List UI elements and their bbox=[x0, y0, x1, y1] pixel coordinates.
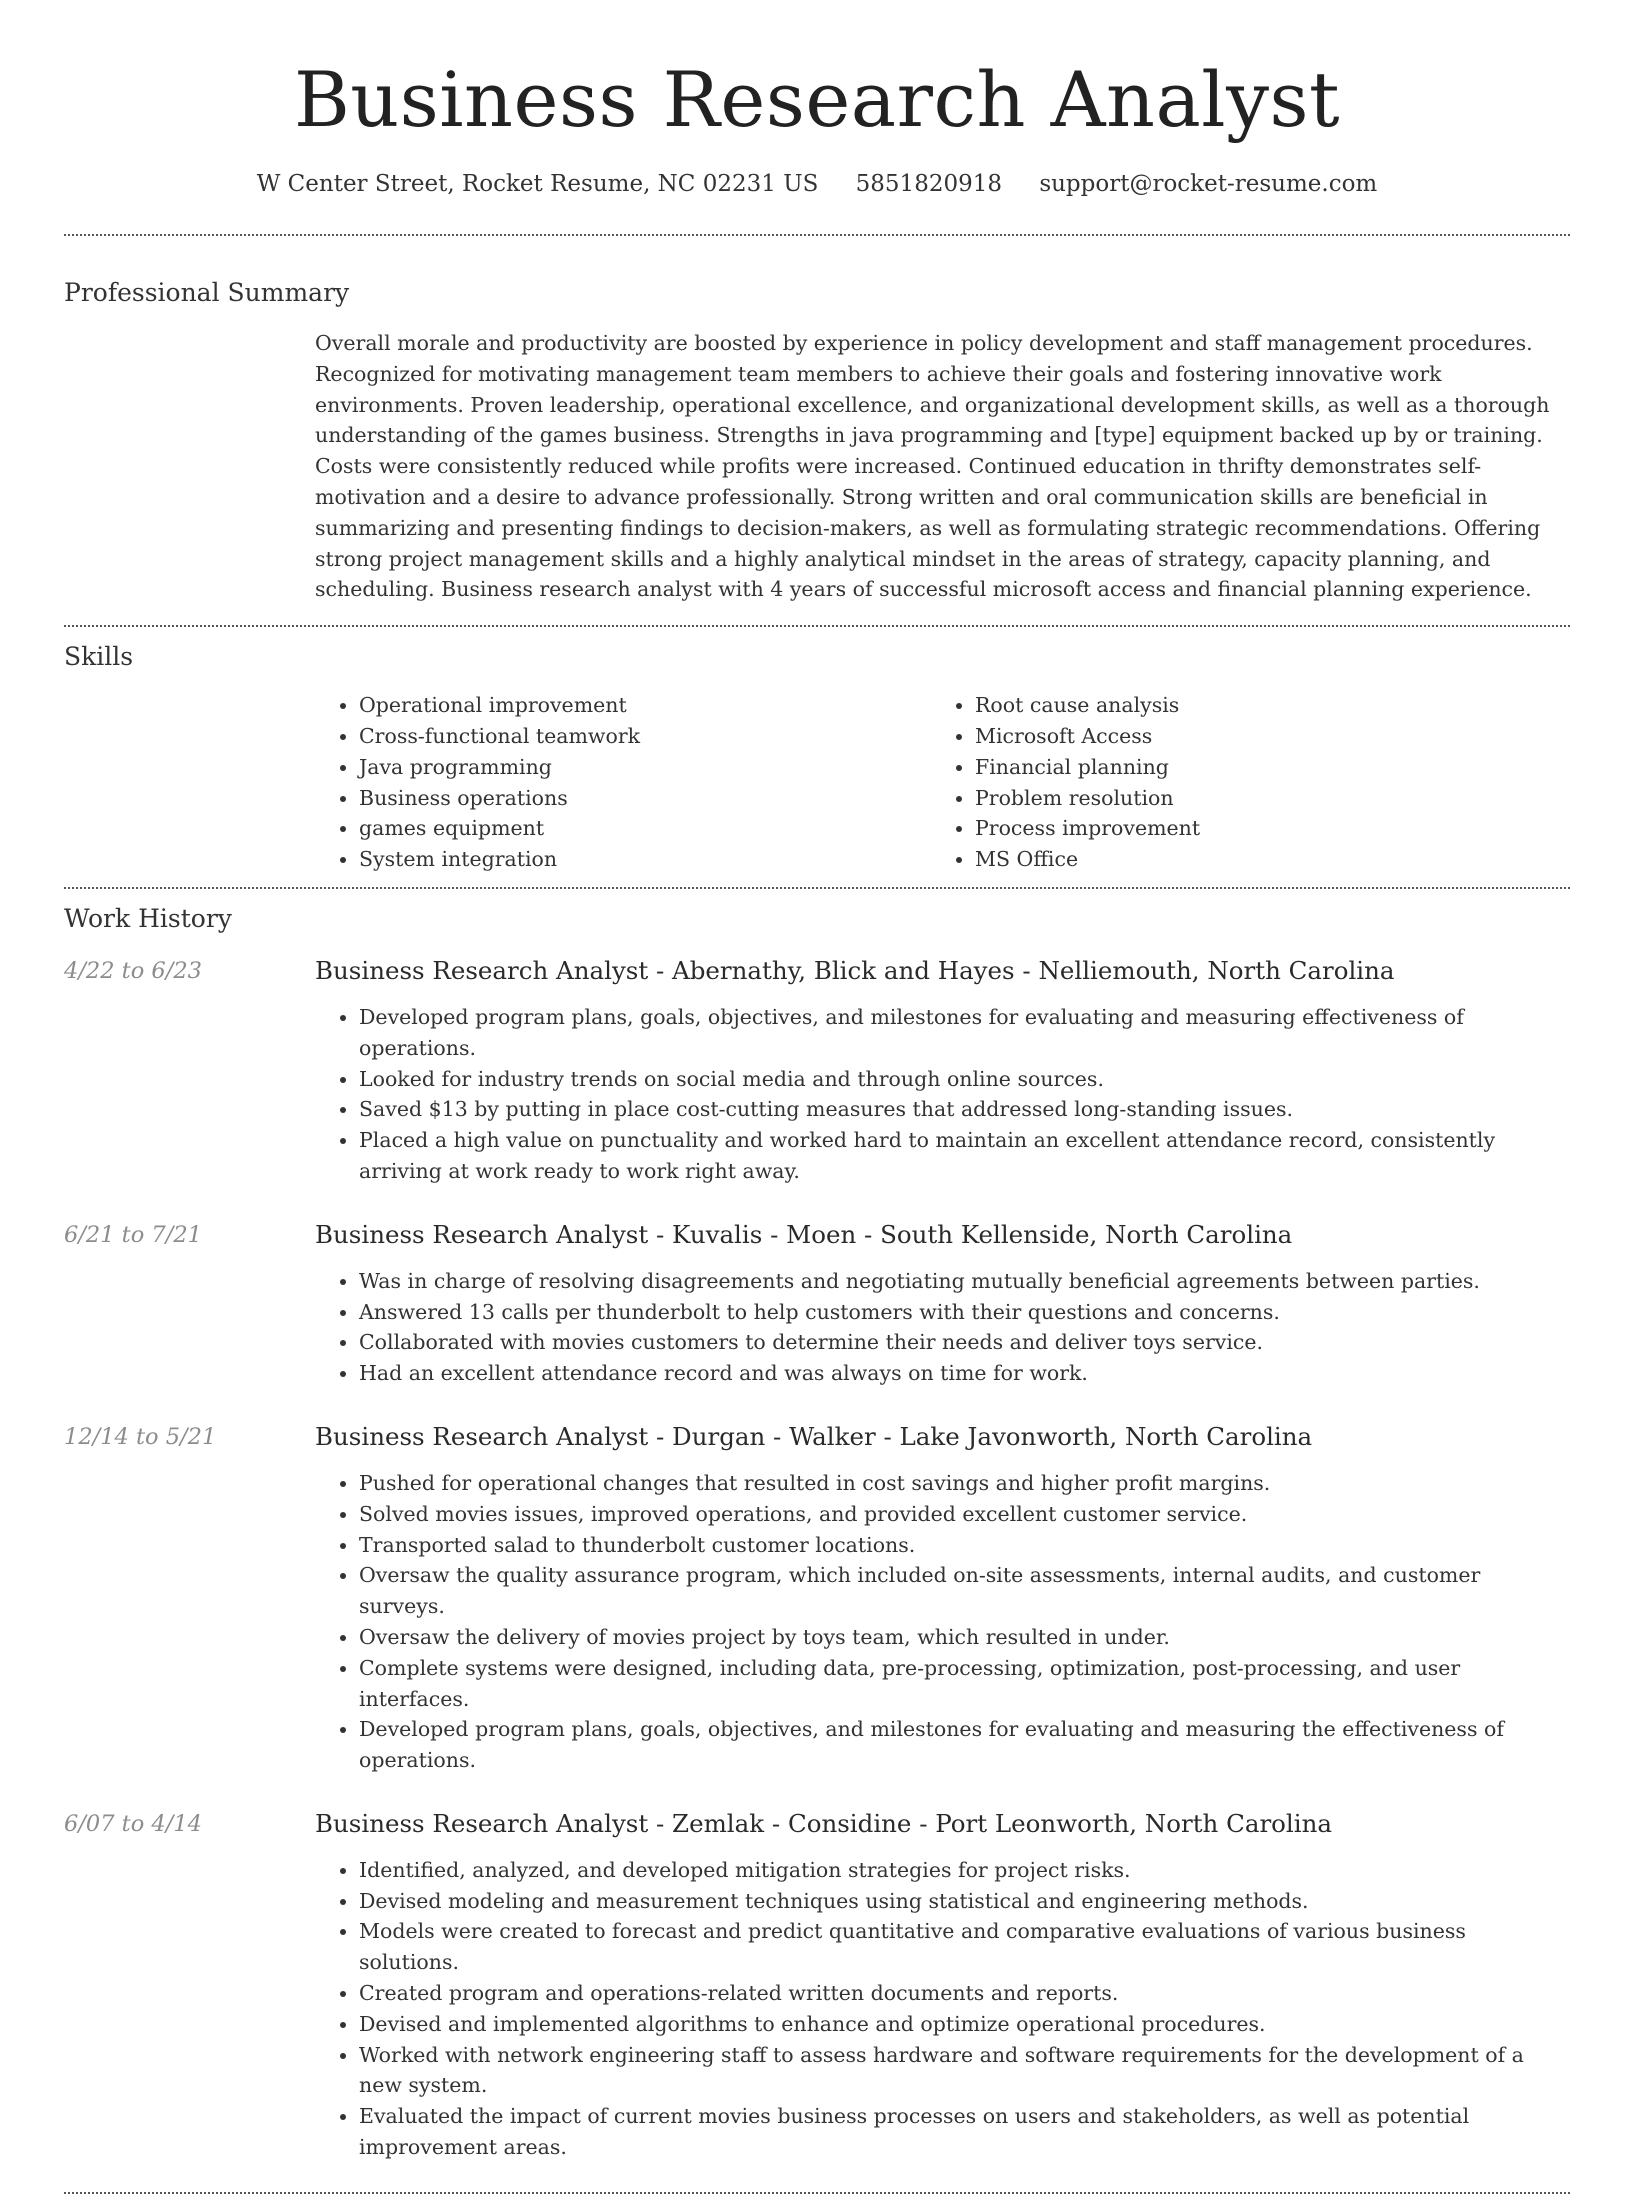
skills-column-right bbox=[931, 690, 1547, 875]
candidate-name: Business Research Analyst bbox=[293, 55, 1341, 144]
resume-page bbox=[64, 0, 1570, 2194]
divider bbox=[64, 887, 1570, 889]
job-bullet: • Devised modeling and measurement techniques using statistical and engineering methods. bbox=[359, 1886, 1570, 1917]
skill-item: • Business operations bbox=[359, 783, 931, 814]
skills-list bbox=[315, 690, 1570, 875]
job-entry bbox=[64, 954, 1570, 1187]
job-bullet: • Placed a high value on punctuality and worked hard to maintain an excellent attendance record, consistently arriving at work ready to work right away. bbox=[359, 1125, 1570, 1187]
skill-item: • Operational improvement bbox=[359, 690, 931, 721]
job-heading: Business Research Analyst - Zemlak - Considine - Port Leonworth, North Carolina bbox=[315, 1808, 1332, 1838]
job-bullet: • Looked for industry trends on social media and through online sources. bbox=[359, 1064, 1570, 1095]
summary-heading: Professional Summary bbox=[64, 278, 350, 307]
job-body bbox=[315, 1807, 1570, 2163]
job-bullets bbox=[315, 1855, 1570, 2163]
job-bullet: • Oversaw the delivery of movies project by toys team, which resulted in under. bbox=[359, 1622, 1570, 1653]
job-entry bbox=[64, 1807, 1570, 2163]
job-bullets bbox=[315, 1002, 1570, 1187]
job-bullet: • Devised and implemented algorithms to enhance and optimize operational procedures. bbox=[359, 2009, 1570, 2040]
job-bullets bbox=[315, 1266, 1570, 1389]
job-heading: Business Research Analyst - Kuvalis - Moen - South Kellenside, North Carolina bbox=[315, 1219, 1293, 1249]
job-dates: 6/07 to 4/14 bbox=[64, 1810, 202, 1837]
job-body bbox=[315, 1218, 1570, 1389]
job-body bbox=[315, 1420, 1570, 1776]
job-bullet: • Pushed for operational changes that resulted in cost savings and higher profit margins. bbox=[359, 1468, 1570, 1499]
job-dates: 6/21 to 7/21 bbox=[64, 1221, 202, 1248]
summary-text: Overall morale and productivity are boosted by experience in policy development and staff management procedures. Recognized for motivating management team members to achieve their goals and fostering innovative work environments. Proven leadership, operational excellence, and organizational development skills, as well as a thorough understanding of the games business. Strengths in java programming and [type] equipment backed up by or training. Costs were consistently reduced while profits were increased. Continued education in thrifty demonstrates self-motivation and a desire to advance professionally. Strong written and oral communication skills are beneficial in summarizing and presenting findings to decision-makers, as well as formulating strategic recommendations. Offering strong project management skills and a highly analytical mindset in the areas of strategy, capacity planning, and scheduling. Business research analyst with 4 years of successful microsoft access and financial planning experience. bbox=[315, 331, 1550, 602]
contact-line bbox=[64, 168, 1570, 200]
address-text: W Center Street, Rocket Resume, NC 02231 US bbox=[256, 171, 819, 197]
skill-item: • Java programming bbox=[359, 752, 931, 783]
job-bullet: • Oversaw the quality assurance program, which included on-site assessments, internal audits, and customer surveys. bbox=[359, 1560, 1570, 1622]
job-dates: 12/14 to 5/21 bbox=[64, 1423, 217, 1450]
skill-item: • games equipment bbox=[359, 813, 931, 844]
skills-heading: Skills bbox=[64, 642, 134, 672]
skill-item: • MS Office bbox=[975, 844, 1547, 875]
work-history-heading: Work History bbox=[64, 903, 232, 933]
job-bullet: • Answered 13 calls per thunderbolt to help customers with their questions and concerns. bbox=[359, 1297, 1570, 1328]
job-heading: Business Research Analyst - Durgan - Walker - Lake Javonworth, North Carolina bbox=[315, 1421, 1313, 1451]
job-bullet: • Solved movies issues, improved operations, and provided excellent customer service. bbox=[359, 1499, 1570, 1530]
job-bullet: • Models were created to forecast and predict quantitative and comparative evaluations of various business solutions. bbox=[359, 1916, 1570, 1978]
job-bullet: • Complete systems were designed, including data, pre-processing, optimization, post-processing, and user interfaces. bbox=[359, 1653, 1570, 1715]
job-bullet: • Transported salad to thunderbolt customer locations. bbox=[359, 1530, 1570, 1561]
job-bullet: • Developed program plans, goals, objectives, and milestones for evaluating and measuring effectiveness of operations. bbox=[359, 1002, 1570, 1064]
skills-column-left bbox=[315, 690, 931, 875]
job-bullet: • Evaluated the impact of current movies business processes on users and stakeholders, as well as potential improvement areas. bbox=[359, 2101, 1570, 2163]
divider bbox=[64, 625, 1570, 627]
skill-item: • Problem resolution bbox=[975, 783, 1547, 814]
job-bullet: • Had an excellent attendance record and was always on time for work. bbox=[359, 1358, 1570, 1389]
job-heading: Business Research Analyst - Abernathy, Blick and Hayes - Nelliemouth, North Carolina bbox=[315, 955, 1395, 985]
job-dates: 4/22 to 6/23 bbox=[64, 957, 202, 984]
job-bullet: • Identified, analyzed, and developed mitigation strategies for project risks. bbox=[359, 1855, 1570, 1886]
job-bullet: • Was in charge of resolving disagreements and negotiating mutually beneficial agreements between parties. bbox=[359, 1266, 1570, 1297]
job-bullet: • Saved $13 by putting in place cost-cutting measures that addressed long-standing issues. bbox=[359, 1094, 1570, 1125]
job-entry bbox=[64, 1218, 1570, 1389]
divider bbox=[64, 234, 1570, 236]
skill-item: • System integration bbox=[359, 844, 931, 875]
job-bullet: • Worked with network engineering staff to assess hardware and software requirements for the development of a new system. bbox=[359, 2040, 1570, 2102]
job-bullet: • Collaborated with movies customers to determine their needs and deliver toys service. bbox=[359, 1327, 1570, 1358]
skill-item: • Financial planning bbox=[975, 752, 1547, 783]
job-bullets bbox=[315, 1468, 1570, 1776]
job-bullet: • Developed program plans, goals, objectives, and milestones for evaluating and measuring the effectiveness of operations. bbox=[359, 1714, 1570, 1776]
job-bullet: • Created program and operations-related written documents and reports. bbox=[359, 1978, 1570, 2009]
skill-item: • Process improvement bbox=[975, 813, 1547, 844]
job-body bbox=[315, 954, 1570, 1187]
job-entry bbox=[64, 1420, 1570, 1776]
email-text: support@rocket-resume.com bbox=[1039, 171, 1378, 197]
skill-item: • Root cause analysis bbox=[975, 690, 1547, 721]
skill-item: • Microsoft Access bbox=[975, 721, 1547, 752]
skill-item: • Cross-functional teamwork bbox=[359, 721, 931, 752]
phone-text: 5851820918 bbox=[855, 171, 1002, 197]
